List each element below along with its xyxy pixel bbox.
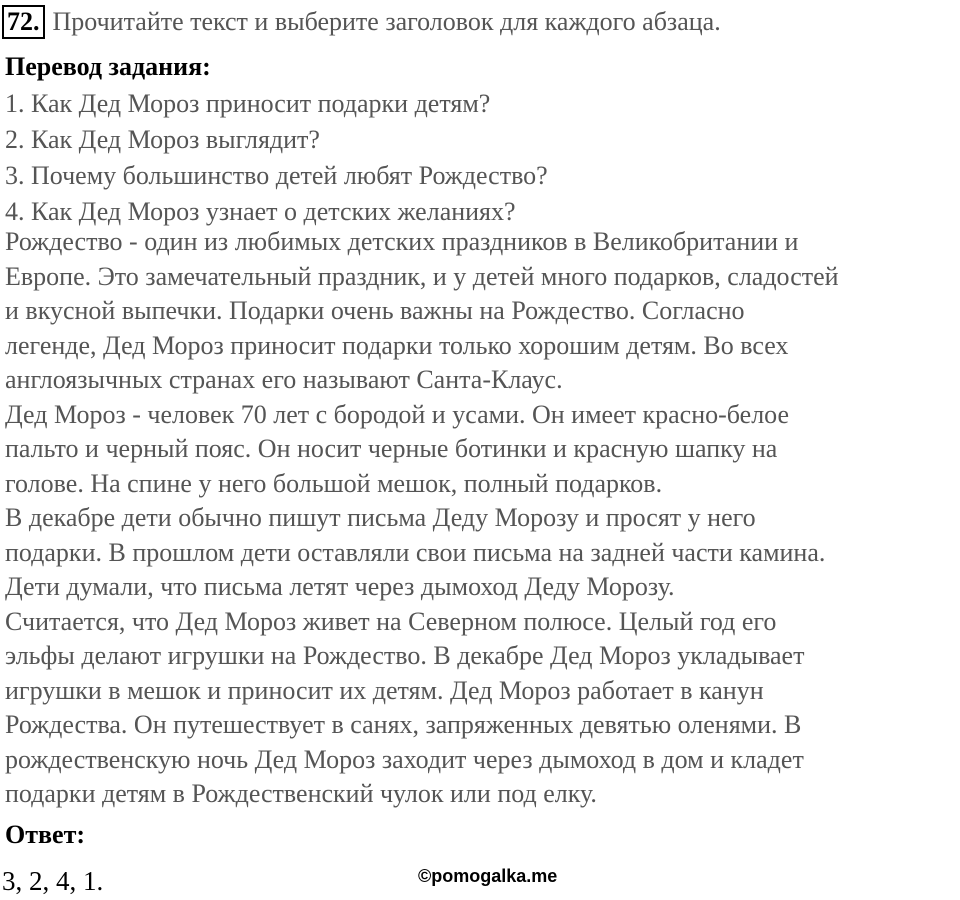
text-line: подарки. В прошлом дети оставляли свои письма на задней части камина. [5, 537, 826, 567]
question-list [5, 86, 548, 230]
text-line: Дети думали, что письма летят через дымоход Деду Морозу. [5, 572, 675, 601]
task-header [2, 4, 721, 40]
question-item: 1. Как Дед Мороз приносит подарки детям? [5, 89, 491, 118]
task-prompt: Прочитайте текст и выберите заголовок для каждого абзаца. [52, 7, 721, 36]
text-line: Рождества. Он путешествует в санях, запряженных девятью оленями. В [5, 710, 802, 739]
answer-value: 3, 2, 4, 1. [2, 866, 104, 896]
text-line: и вкусной выпечки. Подарки очень важны на Рождество. Согласно [5, 296, 745, 325]
text-line: пальто и черный пояс. Он носит черные ботинки и красную шапку на [5, 434, 778, 463]
text-line: англоязычных странах его называют Санта-Клаус. [5, 365, 563, 394]
text-line: Дед Мороз - человек 70 лет с бородой и усами. Он имеет красно-белое [5, 399, 790, 429]
text-line: эльфы делают игрушки на Рождество. В декабре Дед Мороз укладывает [5, 641, 805, 670]
text-line: игрушки в мешок и приносит их детям. Дед Мороз работает в канун [5, 675, 764, 705]
answer-heading: Ответ: [5, 820, 86, 849]
question-item: 3. Почему большинство детей любят Рождество? [5, 161, 548, 190]
text-line: Европе. Это замечательный праздник, и у детей много подарков, сладостей [5, 261, 839, 291]
question-item: 2. Как Дед Мороз выглядит? [5, 125, 320, 154]
text-line: легенде, Дед Мороз приносит подарки только хорошим детям. Во всех [5, 330, 789, 360]
text-line: голове. На спине у него большой мешок, полный подарков. [5, 468, 663, 498]
text-line: рождественскую ночь Дед Мороз заходит через дымоход в дом и кладет [5, 744, 804, 774]
text-line: В декабре дети обычно пишут письма Деду Морозу и просят у него [5, 503, 756, 532]
task-number: 72. [2, 5, 45, 39]
reading-text [5, 225, 955, 812]
text-line: Считается, что Дед Мороз живет на Северном полюсе. Целый год его [5, 606, 777, 636]
watermark: ©pomogalka.me [418, 866, 558, 886]
translation-heading: Перевод задания: [5, 52, 211, 81]
text-line: Рождество - один из любимых детских праздников в Великобритании и [5, 227, 799, 256]
question-item: 4. Как Дед Мороз узнает о детских желаниях? [5, 197, 516, 226]
text-line: подарки детям в Рождественский чулок или под елку. [5, 779, 597, 808]
